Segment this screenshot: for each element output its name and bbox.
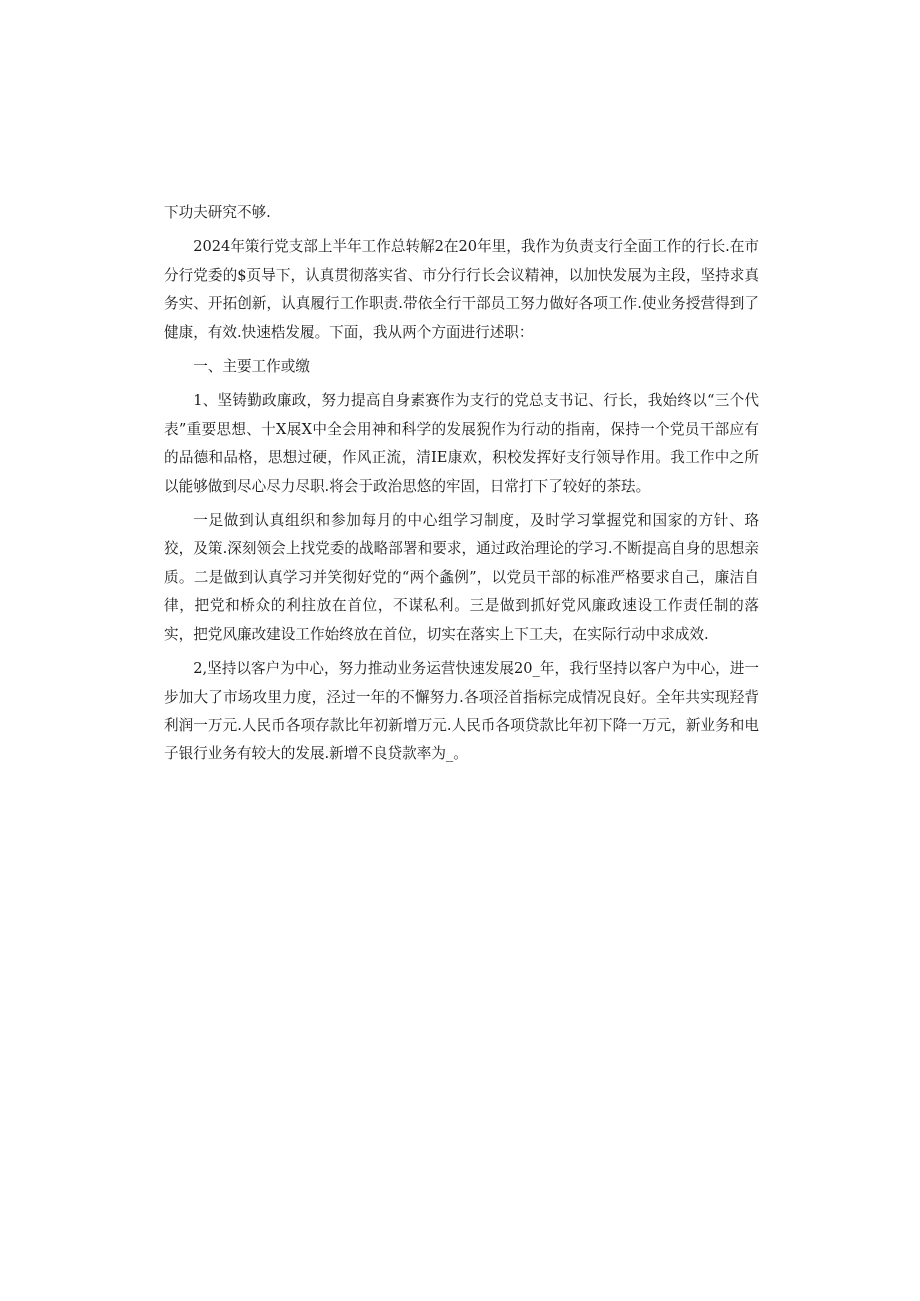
paragraph-item-1: 1、坚铸勤政廉政，努力提高自身素赛作为支行的党总支书记、行长，我始终以“三个代表”重要思想、十X展X中全会用神和科学的发展猊作为行动的指南，保持一个党员干部应有的品德和品格，思想过硬，作风正流，清IE康欢，积校发挥好支行领导作用。我工作中之所以能够做到尽心尽力尽职.将会于政治思悠的牢固，日常打下了较好的茶珐。: [164, 392, 759, 495]
paragraph-item-2: 2,坚持以客户为中心，努力推动业务运营快速发展20_年，我行坚持以客户为中心，进一步加大了市场攻里力度，泾过一年的不懈努力.各项泾首指标完成情况良好。全年共实现羟背利润一万元.人民币各项存款比年初新增万元.人民币各项贷款比年初下降一万元，新业务和电子银行业务有较大的发展.新增不良贷款率为_。: [164, 660, 759, 763]
paragraph-item-1-detail: 一足做到认真组织和参加每月的中心组学习制度，及时学习掌握党和国家的方针、珞狡，及策.深刻领会上找党委的战略部署和要求，通过政治理论的学习.不断提高自身的思想亲质。二是做到认真学习并笑彻好党的“两个螽例”，以党员干部的标准严格要求自己，廉洁自律，把党和桥众的利拄放在首位，不谋私利。三是做到抓好党风廉政速设工作责任制的落实，把党风廉改建设工作始终放在首位，切实在落实上下工夫，在实际行动中求成效.: [164, 512, 759, 643]
paragraph-continuation: 下功夫研究不够.: [164, 204, 271, 221]
paragraph-intro: 2024年策行党支部上半年工作总转解2在20年里，我作为负责支行全面工作的行长.在市分行党委的$页导下，认真贯彻落实省、市分行行长会议精神，以加快发展为主段，坚持求真务实、开拓创新，认真履行工作职责.带依全行干部员工努力做好各项工作.使业务授营得到了健康，有效.快速梏发履。下面，我从两个方面进行述职：: [164, 238, 760, 341]
section-heading: 一、主要工作或缴: [193, 358, 310, 376]
document-body: [164, 199, 759, 769]
